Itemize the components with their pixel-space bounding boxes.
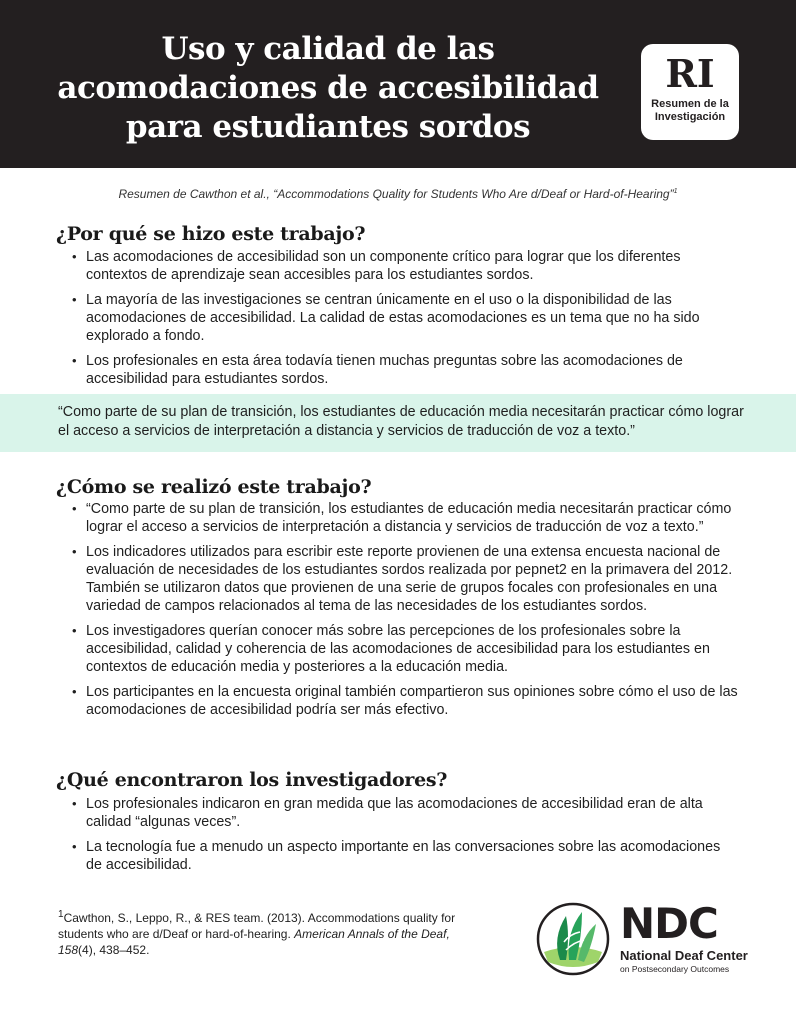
why-bullet-list — [70, 248, 738, 395]
list-item: • La tecnología fue a menudo un aspecto importante en las conversaciones sobre las acomodaciones de accesibilidad. — [70, 838, 738, 874]
found-bullet-list — [70, 795, 738, 881]
pull-quote-text: “Como parte de su plan de transición, los estudiantes de educación media necesitarán practicar cómo lograr el acceso a servicios de interpretación a distancia y servicios de traducción de voz a texto.” — [58, 404, 744, 439]
ri-badge-letters: RI — [665, 51, 715, 96]
ri-badge — [641, 44, 739, 140]
list-item: • Las acomodaciones de accesibilidad son un componente crítico para lograr que los diferentes contextos de aprendizaje sean accesibles para los estudiantes sordos. — [70, 248, 738, 284]
footnote-reference: 1 — [673, 188, 678, 195]
footnote — [58, 907, 488, 958]
list-item: • Los participantes en la encuesta original también compartieron sus opiniones sobre cómo el uso de las acomodaciones de accesibilidad podría ser más efectivo. — [70, 683, 738, 719]
list-item: • Los profesionales en esta área todavía tienen muchas preguntas sobre las acomodaciones de accesibilidad para estudiantes sordos. — [70, 352, 738, 388]
title-line-2: acomodaciones de accesibilidad — [57, 70, 599, 106]
ri-badge-caption — [641, 98, 739, 124]
summary-attribution-text: Resumen de Cawthon et al., “Accommodations Quality for Students Who Are d/Deaf or Hard-of-Hearing” — [118, 187, 674, 201]
section-heading-found: ¿Qué encontraron los investigadores? — [56, 769, 448, 791]
ndc-logo-name: National Deaf Center — [620, 948, 748, 963]
title-line-1: Uso y calidad de las — [161, 31, 495, 67]
footnote-marker: 1 — [58, 909, 64, 920]
ndc-logo-tagline: on Postsecondary Outcomes — [620, 964, 730, 974]
header-banner — [0, 0, 796, 168]
summary-attribution — [40, 184, 756, 202]
footnote-pages: (4), 438–452. — [78, 943, 150, 957]
footnote-journal: American Annals of the Deaf, — [294, 927, 450, 941]
section-heading-how: ¿Cómo se realizó este trabajo? — [56, 476, 372, 498]
footnote-volume: 158 — [58, 943, 79, 957]
list-item: • Los indicadores utilizados para escribir este reporte provienen de una extensa encuesta nacional de evaluación de necesidades de los estudiantes sordos realizada por pepnet2 en la primavera del 2012. También se utilizaron datos que provienen de una serie de grupos focales con profesionales en una variedad de campos relacionados al tema de las necesidades de los estudiantes sordos. — [70, 543, 738, 615]
list-item: • Los investigadores querían conocer más sobre las percepciones de los profesionales sobre la accesibilidad, calidad y coherencia de las acomodaciones de accesibilidad para los estudiantes en contextos de educación media y posteriores a la educación media. — [70, 622, 738, 676]
section-heading-why: ¿Por qué se hizo este trabajo? — [56, 223, 366, 245]
ri-badge-caption-line-1: Resumen de la — [651, 98, 729, 110]
pull-quote-band — [0, 394, 796, 452]
list-item: • La mayoría de las investigaciones se centran únicamente en el uso o la disponibilidad de las acomodaciones de accesibilidad. La calidad de estas acomodaciones es un tema que no ha sido explorado a fondo. — [70, 291, 738, 345]
how-bullet-list — [70, 500, 738, 726]
title-line-3: para estudiantes sordos — [125, 109, 531, 145]
ri-badge-caption-line-2: Investigación — [654, 111, 726, 123]
ndc-leaf-mark-icon — [536, 902, 610, 976]
list-item: • “Como parte de su plan de transición, los estudiantes de educación media necesitarán practicar cómo lograr el acceso a servicios de interpretación a distancia y servicios de traducción de voz a texto.” — [70, 500, 738, 536]
footnote-citation: Cawthon, S., Leppo, R., & RES team. (2013). Accommodations quality for students who are d/Deaf or hard-of-hearing. — [58, 911, 456, 941]
page-title — [40, 30, 616, 147]
ndc-logo-letters: NDC — [620, 899, 718, 948]
list-item: • Los profesionales indicaron en gran medida que las acomodaciones de accesibilidad eran de alta calidad “algunas veces”. — [70, 795, 738, 831]
ndc-logo — [536, 899, 756, 982]
